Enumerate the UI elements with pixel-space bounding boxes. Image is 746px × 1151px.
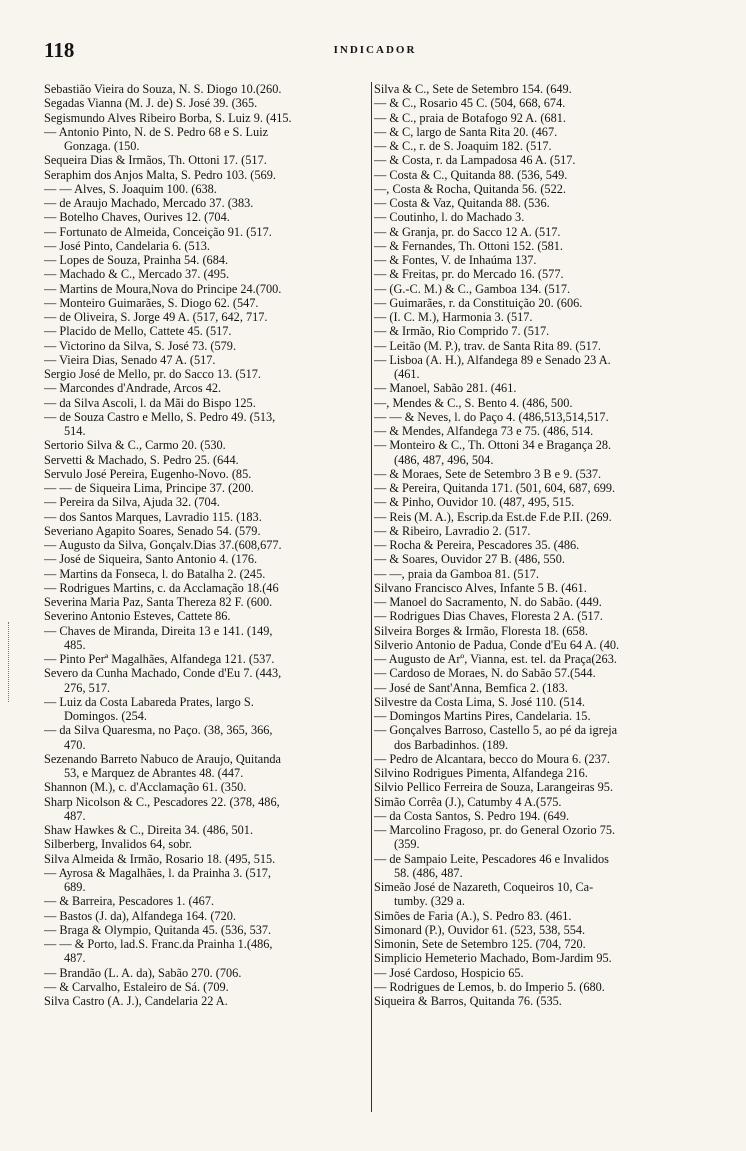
directory-entry-line: Sergio José de Mello, pr. do Sacco 13. (517. [44, 367, 261, 381]
directory-entry-line: — Lopes de Souza, Prainha 54. (684. [44, 253, 229, 267]
directory-entry-line: Silvestre da Costa Lima, S. José 110. (514. [374, 694, 585, 709]
directory-entry-line: — & C., r. de S. Joaquim 182. (517. [374, 139, 552, 153]
directory-entry-line: — Brandão (L. A. da), Sabão 270. (706. [44, 965, 242, 980]
directory-columns [44, 82, 714, 1112]
directory-entry-line: — da Silva Quaresma, no Paço. (38, 365, 366, [44, 723, 273, 738]
directory-entry-line: — Manoel do Sacramento, N. do Sabão. (449. [374, 595, 602, 609]
directory-entry-line: — Augusto da Silva, Gonçalv.Dias 37.(608,677. [44, 538, 282, 552]
directory-entry-line: — José de Sant'Anna, Bemfica 2. (183. [374, 680, 568, 695]
directory-entry-line: — dos Santos Marques, Lavradio 115. (183. [44, 509, 262, 524]
directory-entry-line: Silberberg, Invalidos 64, sobr. [44, 837, 193, 852]
directory-entry-line: — Rodrigues de Lemos, b. do Imperio 5. (680. [374, 979, 605, 994]
directory-entry-line: Severiano Agapito Soares, Senado 54. (579. [44, 523, 261, 538]
directory-entry-line: — Lisboa (A. H.), Alfandega 89 e Senado 23 A. [374, 352, 611, 367]
directory-entry-line: tumby. (329 a. [394, 894, 465, 909]
directory-entry-line: — Machado & C., Mercado 37. (495. [44, 267, 230, 282]
directory-entry-line: — Ayrosa & Magalhães, l. da Prainha 3. (517, [44, 865, 271, 880]
directory-entry-line: — Bastos (J. da), Alfandega 164. (720. [44, 908, 236, 923]
directory-entry-line: — de Araujo Machado, Mercado 37. (383. [44, 196, 254, 210]
directory-entry-line: — Monteiro Guimarães, S. Diogo 62. (547. [44, 295, 259, 310]
directory-entry-line: — Augusto de Arº, Vianna, est. tel. da Praça(263. [374, 652, 617, 666]
directory-entry-line: 53, e Marquez de Abrantes 48. (447. [64, 766, 244, 780]
directory-entry-line: — — de Siqueira Lima, Principe 37. (200. [44, 481, 254, 495]
directory-entry-line: — Vieira Dias, Senado 47 A. (517. [44, 352, 216, 367]
directory-entry-line: — & Barreira, Pescadores 1. (467. [44, 894, 215, 909]
directory-entry-line: — & Pinho, Ouvidor 10. (487, 495, 515. [374, 495, 575, 510]
directory-entry-line: Domingos. (254. [64, 709, 148, 723]
left-column [44, 82, 368, 1112]
directory-entry-line: dos Barbadinhos. (189. [394, 737, 509, 752]
directory-entry-line: Shannon (M.), c. d'Acclamação 61. (350. [44, 780, 247, 795]
directory-entry-line: Sequeira Dias & Irmãos, Th. Ottoni 17. (517. [44, 153, 267, 168]
directory-entry-line: Silvino Rodrigues Pimenta, Alfandega 216. [374, 766, 588, 780]
directory-entry-line: — Pinto Perª Magalhães, Alfandega 121. (537. [44, 652, 275, 666]
directory-entry-line: — Martins da Fonseca, l. do Batalha 2. (245. [44, 566, 266, 581]
directory-entry-line: — José de Siqueira, Santo Antonio 4. (176. [44, 552, 258, 567]
directory-entry-line: 487. [64, 808, 86, 823]
directory-entry-line: — Manoel, Sabão 281. (461. [374, 381, 517, 396]
directory-entry-line: — & Moraes, Sete de Setembro 3 B e 9. (537. [374, 466, 602, 481]
directory-entry-line: Gonzaga. (150. [64, 139, 140, 153]
directory-entry-line: — & Costa, r. da Lampadosa 46 A. (517. [374, 153, 576, 168]
directory-entry-line: — Marcolino Fragoso, pr. do General Ozorio 75. [374, 823, 616, 837]
directory-entry-line: — Coutinho, l. do Machado 3. [374, 210, 525, 225]
directory-entry-line: — Botelho Chaves, Ourives 12. (704. [44, 210, 230, 225]
directory-entry-line: — de Souza Castro e Mello, S. Pedro 49. (513, [44, 409, 276, 424]
directory-entry-line: — (G.-C. M.) & C., Gamboa 134. (517. [374, 281, 571, 296]
directory-entry-line: — Placido de Mello, Cattete 45. (517. [44, 324, 232, 339]
directory-entry-line: Simões de Faria (A.), S. Pedro 83. (461. [374, 908, 572, 923]
directory-entry-line: — Cardoso de Moraes, N. do Sabão 57.(544. [374, 666, 596, 681]
running-head: INDICADOR [333, 44, 417, 56]
directory-entry-line: — da Silva Ascoli, l. da Mãi do Bispo 125. [44, 395, 256, 410]
directory-entry-line: 689. [64, 880, 86, 894]
directory-entry-line: 487. [64, 951, 86, 966]
directory-entry-line: — & Fontes, V. de Inhaúma 137. [374, 253, 537, 267]
directory-entry-line: — Monteiro & C., Th. Ottoni 34 e Bragança 28. [374, 438, 612, 453]
directory-entry-line: — Domingos Martins Pires, Candelaria. 15. [374, 709, 591, 723]
directory-entry-line: — Martins de Moura,Nova do Principe 24.(700. [44, 281, 282, 296]
directory-entry-line: — & Ribeiro, Lavradio 2. (517. [374, 523, 531, 538]
directory-entry-line: 470. [64, 737, 86, 752]
directory-entry-line: — Pedro de Alcantara, becco do Moura 6. (237. [374, 751, 610, 766]
directory-entry-line: Segadas Vianna (M. J. de) S. José 39. (365. [44, 96, 258, 111]
directory-entry-line: — Luiz da Costa Labareda Prates, largo S. [44, 694, 254, 709]
directory-entry-line: — Gonçalves Barroso, Castello 5, ao pé da igreja [374, 723, 618, 738]
directory-entry-line: — Rocha & Pereira, Pescadores 35. (486. [374, 538, 580, 552]
directory-entry-line: — da Costa Santos, S. Pedro 194. (649. [374, 808, 570, 823]
directory-entry-line: 514. [64, 424, 86, 438]
directory-entry-line: — José Pinto, Candelaria 6. (513. [44, 238, 210, 253]
directory-entry-line: Servulo José Pereira, Eugenho-Novo. (85. [44, 466, 252, 481]
directory-entry-line: Severino Antonio Esteves, Cattete 86. [44, 609, 231, 624]
page-number: 118 [44, 38, 75, 62]
directory-entry-line: — — Alves, S. Joaquim 100. (638. [44, 181, 217, 196]
directory-entry-line: Simplicio Hemeterio Machado, Bom-Jardim 95. [374, 951, 612, 966]
directory-entry-line: Silvano Francisco Alves, Infante 5 B. (461. [374, 580, 587, 595]
directory-entry-line: Segismundo Alves Ribeiro Borba, S. Luiz 9. (415. [44, 110, 292, 125]
directory-entry-line: — — & Porto, lad.S. Franc.da Prainha 1.(486, [44, 937, 273, 951]
directory-entry-line: Silva & C., Sete de Setembro 154. (649. [374, 82, 572, 96]
directory-entry-line: —, Mendes & C., S. Bento 4. (486, 500. [374, 395, 573, 410]
directory-entry-line: — de Oliveira, S. Jorge 49 A. (517, 642, 717. [44, 310, 268, 324]
directory-entry-line: Sertorio Silva & C., Carmo 20. (530. [44, 438, 226, 453]
directory-entry-line: — Chaves de Miranda, Direita 13 e 141. (149, [44, 623, 273, 638]
directory-entry-line: 276, 517. [64, 680, 111, 695]
directory-entry-line: — de Sampaio Leite, Pescadores 46 e Invalidos [374, 851, 609, 866]
directory-entry-line: — Costa & C., Quitanda 88. (536, 549. [374, 167, 568, 182]
directory-entry-line: Silva Almeida & Irmão, Rosario 18. (495, 515. [44, 851, 276, 866]
directory-entry-line: — Pereira da Silva, Ajuda 32. (704. [44, 495, 220, 510]
page-header [44, 36, 706, 66]
directory-entry-line: Sezenando Barreto Nabuco de Araujo, Quitanda [44, 751, 281, 766]
directory-entry-line: — & C., Rosario 45 C. (504, 668, 674. [374, 96, 566, 111]
directory-entry-line: — Leitão (M. P.), trav. de Santa Rita 89. (517. [374, 338, 601, 353]
directory-entry-line: — —, praia da Gamboa 81. (517. [374, 566, 539, 581]
directory-entry-line: (359. [394, 837, 420, 852]
directory-entry-line: Silverio Antonio de Padua, Conde d'Eu 64 A. (40. [374, 637, 620, 652]
directory-entry-line: — Rodrigues Dias Chaves, Floresta 2 A. (517. [374, 609, 603, 624]
directory-entry-line: — — & Neves, l. do Paço 4. (486,513,514,517. [374, 409, 609, 424]
directory-entry-line: —, Costa & Rocha, Quitanda 56. (522. [374, 181, 566, 196]
directory-entry-line: Siqueira & Barros, Quitanda 76. (535. [374, 994, 562, 1008]
margin-pencil-mark [8, 622, 25, 702]
directory-entry-line: — Fortunato de Almeida, Conceição 91. (517. [44, 224, 272, 239]
directory-entry-line: Simeão José de Nazareth, Coqueiros 10, Ca- [374, 880, 594, 894]
directory-entry-line: — & Pereira, Quitanda 171. (501, 604, 687, 699. [374, 481, 616, 495]
directory-entry-line: — & C, largo de Santa Rita 20. (467. [374, 124, 558, 139]
directory-entry-line: — & Carvalho, Estaleiro de Sá. (709. [44, 979, 229, 994]
directory-entry-line: Servetti & Machado, S. Pedro 25. (644. [44, 452, 239, 467]
column-divider [371, 82, 372, 1112]
directory-entry-line: Silveira Borges & Irmão, Floresta 18. (658. [374, 623, 588, 638]
directory-entry-line: — & C., praia de Botafogo 92 A. (681. [374, 110, 566, 125]
directory-entry-line: Simão Corrêa (J.), Catumby 4 A.(575. [374, 794, 562, 809]
directory-entry-line: — José Cardoso, Hospicio 65. [374, 965, 524, 980]
directory-entry-line: — (I. C. M.), Harmonia 3. (517. [374, 310, 533, 324]
directory-entry-line: — Victorino da Silva, S. José 73. (579. [44, 338, 237, 353]
directory-entry-line: — & Granja, pr. do Sacco 12 A. (517. [374, 224, 561, 239]
directory-entry-line: — Guimarães, r. da Constituição 20. (606. [374, 295, 583, 310]
directory-entry-line: Severo da Cunha Machado, Conde d'Eu 7. (443, [44, 666, 282, 681]
directory-entry-line: Severina Maria Paz, Santa Thereza 82 F. (600. [44, 595, 273, 609]
directory-entry-line: Sharp Nicolson & C., Pescadores 22. (378, 486, [44, 794, 280, 809]
directory-entry-line: Sebastião Vieira do Souza, N. S. Diogo 10.(260. [44, 82, 282, 96]
directory-entry-line: — Rodrigues Martins, c. da Acclamação 18.(46 [44, 580, 279, 595]
directory-entry-line: Simonard (P.), Ouvidor 61. (523, 538, 554. [374, 922, 586, 937]
directory-entry-line: — & Freitas, pr. do Mercado 16. (577. [374, 267, 564, 282]
directory-entry-line: Silva Castro (A. J.), Candelaria 22 A. [44, 994, 228, 1008]
directory-entry-line: Silvio Pellico Ferreira de Souza, Larangeiras 95. [374, 780, 614, 795]
directory-entry-line: — & Irmão, Rio Comprido 7. (517. [374, 324, 550, 339]
directory-entry-line: (486, 487, 496, 504. [394, 452, 494, 467]
right-column [374, 82, 714, 1112]
directory-entry-line: Simonin, Sete de Setembro 125. (704, 720. [374, 937, 586, 951]
directory-entry-line: — & Soares, Ouvidor 27 B. (486, 550. [374, 552, 565, 567]
directory-entry-line: — & Mendes, Alfandega 73 e 75. (486, 514. [374, 424, 594, 438]
directory-entry-line: Shaw Hawkes & C., Direita 34. (486, 501. [44, 823, 254, 837]
directory-entry-line: Seraphim dos Anjos Malta, S. Pedro 103. (569. [44, 167, 276, 182]
directory-entry-line: — Antonio Pinto, N. de S. Pedro 68 e S. Luiz [44, 124, 269, 139]
directory-entry-line: 58. (486, 487. [394, 865, 463, 880]
directory-entry-line: — Reis (M. A.), Escrip.da Est.de F.de P.II. (269. [374, 509, 612, 524]
directory-entry-line: — & Fernandes, Th. Ottoni 152. (581. [374, 238, 563, 253]
directory-entry-line: — Braga & Olympio, Quitanda 45. (536, 537. [44, 922, 272, 937]
directory-entry-line: 485. [64, 637, 86, 652]
directory-entry-line: (461. [394, 367, 420, 381]
directory-entry-line: — Marcondes d'Andrade, Arcos 42. [44, 381, 222, 396]
directory-entry-line: — Costa & Vaz, Quitanda 88. (536. [374, 196, 550, 210]
